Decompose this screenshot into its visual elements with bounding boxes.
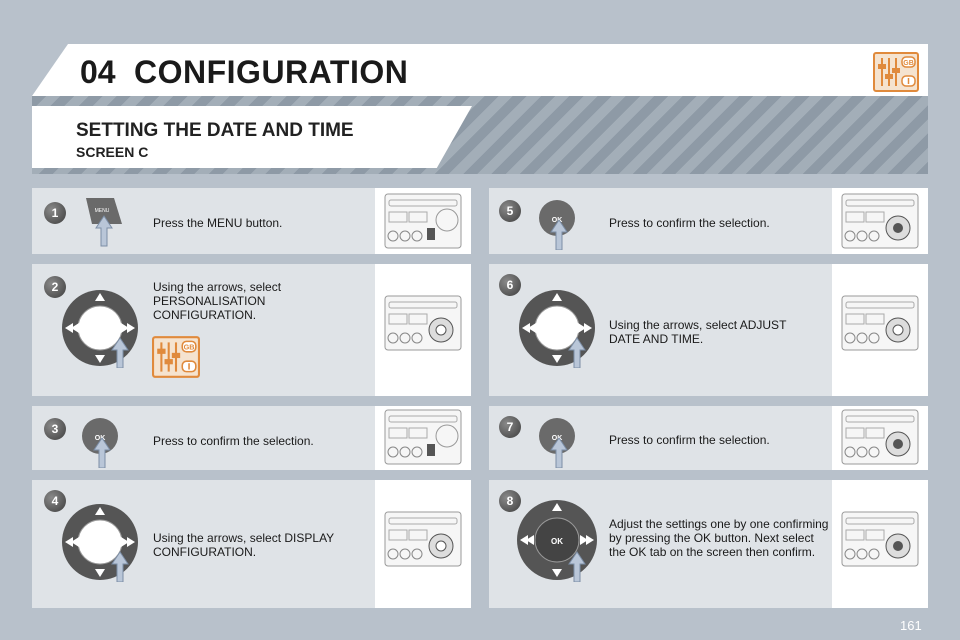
- step-5-text: Press to confirm the selection.: [609, 216, 770, 230]
- car-radio-icon: [838, 506, 920, 574]
- car-radio-icon: [381, 506, 463, 574]
- step-8-panel: [489, 480, 928, 608]
- header-corner-cut: [32, 44, 68, 96]
- step-4-panel: [32, 480, 471, 608]
- gb-label: GB: [903, 60, 914, 67]
- chapter-number: 04: [80, 54, 116, 90]
- step-8-number: 8: [499, 490, 521, 512]
- radio-panel: [375, 188, 471, 254]
- section-title: SETTING THE DATE AND TIME: [76, 120, 354, 141]
- step-2-text: Using the arrows, select PERSONALISATION CONFIGURATION.: [153, 280, 282, 322]
- step-3-panel: [32, 406, 471, 470]
- ok-button-press-icon: [537, 410, 581, 468]
- radio-panel: [832, 480, 928, 608]
- personalisation-settings-icon: [152, 336, 200, 378]
- car-radio-icon: [838, 404, 920, 472]
- gb-label: GB: [183, 342, 195, 352]
- step-5-panel: [489, 188, 928, 254]
- arrows-dial-icon: [517, 288, 597, 368]
- step-2-number: 2: [44, 276, 66, 298]
- car-radio-icon: [381, 290, 463, 358]
- car-radio-icon: [381, 188, 463, 256]
- step-6-panel: [489, 264, 928, 396]
- ok-label: OK: [551, 537, 563, 546]
- radio-panel: [375, 480, 471, 608]
- radio-panel: [375, 406, 471, 470]
- step-1-text: Press the MENU button.: [153, 216, 283, 230]
- chapter-title: CONFIGURATION: [134, 54, 409, 90]
- step-8-text: Adjust the settings one by one confirming by pressing the OK button. Next select the OK tab on the screen then confirm.: [609, 517, 829, 559]
- step-3-text: Press to confirm the selection.: [153, 434, 314, 448]
- ok-label: OK: [551, 217, 563, 224]
- step-4-text: Using the arrows, select DISPLAY CONFIGURATION.: [153, 531, 334, 559]
- car-radio-icon: [838, 290, 920, 358]
- ok-button-press-icon: [537, 192, 581, 250]
- step-6-number: 6: [499, 274, 521, 296]
- page-number: 161: [900, 618, 922, 633]
- arrows-dial-icon: [60, 288, 140, 368]
- step-7-panel: [489, 406, 928, 470]
- ok-button-press-icon: [80, 410, 124, 468]
- menu-button-press-icon: [82, 194, 126, 250]
- step-5-number: 5: [499, 200, 521, 222]
- ok-label: OK: [94, 435, 106, 442]
- step-3-number: 3: [44, 418, 66, 440]
- car-radio-icon: [838, 188, 920, 256]
- menu-label: MENU: [94, 208, 110, 214]
- arrows-dial-icon: [60, 502, 140, 582]
- step-1-number: 1: [44, 202, 66, 224]
- step-2-panel: [32, 264, 471, 396]
- step-4-number: 4: [44, 490, 66, 512]
- personalisation-settings-icon: [873, 52, 919, 92]
- step-6-text: Using the arrows, select ADJUST DATE AND TIME.: [609, 318, 787, 346]
- step-7-text: Press to confirm the selection.: [609, 433, 770, 447]
- radio-panel: [375, 264, 471, 396]
- radio-panel: [832, 406, 928, 470]
- step-7-number: 7: [499, 416, 521, 438]
- arrows-ok-dial-icon: [515, 498, 599, 582]
- step-1-panel: [32, 188, 471, 254]
- ok-label: OK: [551, 435, 563, 442]
- car-radio-icon: [381, 404, 463, 472]
- radio-panel: [832, 264, 928, 396]
- radio-panel: [832, 188, 928, 254]
- section-subtitle: SCREEN C: [76, 144, 149, 160]
